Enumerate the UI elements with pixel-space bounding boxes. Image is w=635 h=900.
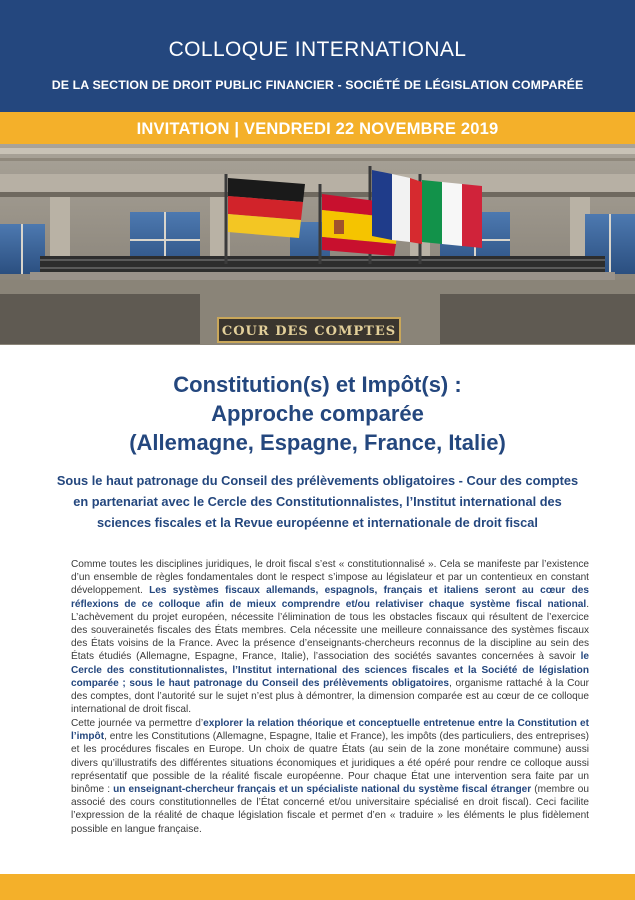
intro-text-1: Comme toutes les disciplines juridiques, le droit fiscal s’est « constitutionnalisé ». Cela se manifeste par l’existence d’un ensemble de règles fondamentales dont le respect s’impose au législateur et par un contentieux en constant développement. [71, 559, 589, 597]
patronage-line-3: sciences fiscales et la Revue européenne et internationale de droit fiscal [97, 515, 538, 530]
patronage-block [20, 470, 615, 533]
building-photo [0, 144, 635, 345]
colloquium-title [0, 370, 635, 457]
intro-text-2: . L’achèvement du projet européen, nécessite l’élimination de tous les obstacles fiscaux qui résultent de l’exercice des souverainetés fiscales des États membres. Cela nécessite une meilleure connaissance des systèmes fiscaux des États voisins de la France. Avec la présence d’enseignants-chercheurs reconnus de la discipline au sein des États étudiés (Allemagne, Espagne, France, Italie), l’association des sociétés savantes concernées à savoir [71, 598, 589, 663]
germany-flag-icon [228, 178, 305, 238]
program-text-3: (membre ou associé des cours constitutionnelles de l’État concerné et/ou universitaire spécialisé en droit fiscal). Ceci facilite l’expression de la réalité de chaque législation fiscale et permet d’en « traduire » les éléments le plus fidèlement possible en langue française. [71, 784, 589, 835]
italy-flag-icon [422, 180, 482, 248]
intro-bold-2: le Cercle des constitutionnalistes, l’Institut international des sciences fiscales et la Société de législation comparée ; sous le haut patronage du Conseil des prélèvements obligatoires [71, 651, 589, 689]
program-bold-2: un enseignant-chercheur français et un spécialiste national du système fiscal étranger [113, 784, 532, 796]
footer-bar [0, 874, 635, 900]
invitation-date-bar: INVITATION | VENDREDI 22 NOVEMBRE 2019 [0, 112, 635, 144]
intro-bold-1: Les systèmes fiscaux allemands, espagnols, français et italiens seront au cœur des réflexions de ce colloque afin de mieux comprendre et/ou relativiser chaque système fiscal national [71, 585, 589, 610]
patronage-line-2: en partenariat avec le Cercle des Constitutionnalistes, l’Institut international des [73, 494, 562, 509]
program-paragraph [71, 717, 589, 836]
cour-des-comptes-sign: COUR DES COMPTES [221, 324, 397, 339]
program-text-2: , entre les Constitutions (Allemagne, Espagne, Italie et France), les impôts (des particuliers, des entreprises) et les procédures fiscales en Europe. Un choix de quatre États (au sein de la zone monétaire commune) aussi divers qu’illustratifs des différentes situations économiques et juridiques a été opéré pour rendre ce colloque aussi représentatif que possible de la réalité fiscale européenne. Pour chaque État une intervention sera faite par un binôme : [71, 731, 589, 796]
program-bold-1: explorer la relation théorique et conceptuelle entretenue entre la Constitution et l’impôt [71, 718, 589, 743]
france-flag-icon [372, 170, 422, 244]
intro-paragraph [71, 558, 589, 716]
title-line-3: (Allemagne, Espagne, France, Italie) [129, 430, 506, 455]
title-line-2: Approche comparée [211, 401, 424, 426]
program-text-1: Cette journée va permettre d’ [71, 718, 204, 729]
title-line-1: Constitution(s) et Impôt(s) : [173, 372, 462, 397]
event-subtitle: DE LA SECTION DE DROIT PUBLIC FINANCIER - SOCIÉTÉ DE LÉGISLATION COMPARÉE [51, 78, 584, 92]
event-title: COLLOQUE INTERNATIONAL [168, 38, 467, 61]
intro-text-3: , organisme rattaché à la Cour des comptes, dont l’autorité sur le sujet n’est plus à démontrer, la dimension comparée est au cœur de ce colloque international de droit fiscal. [71, 677, 589, 716]
patronage-line-1: Sous le haut patronage du Conseil des prélèvements obligatoires - Cour des comptes [56, 473, 579, 488]
